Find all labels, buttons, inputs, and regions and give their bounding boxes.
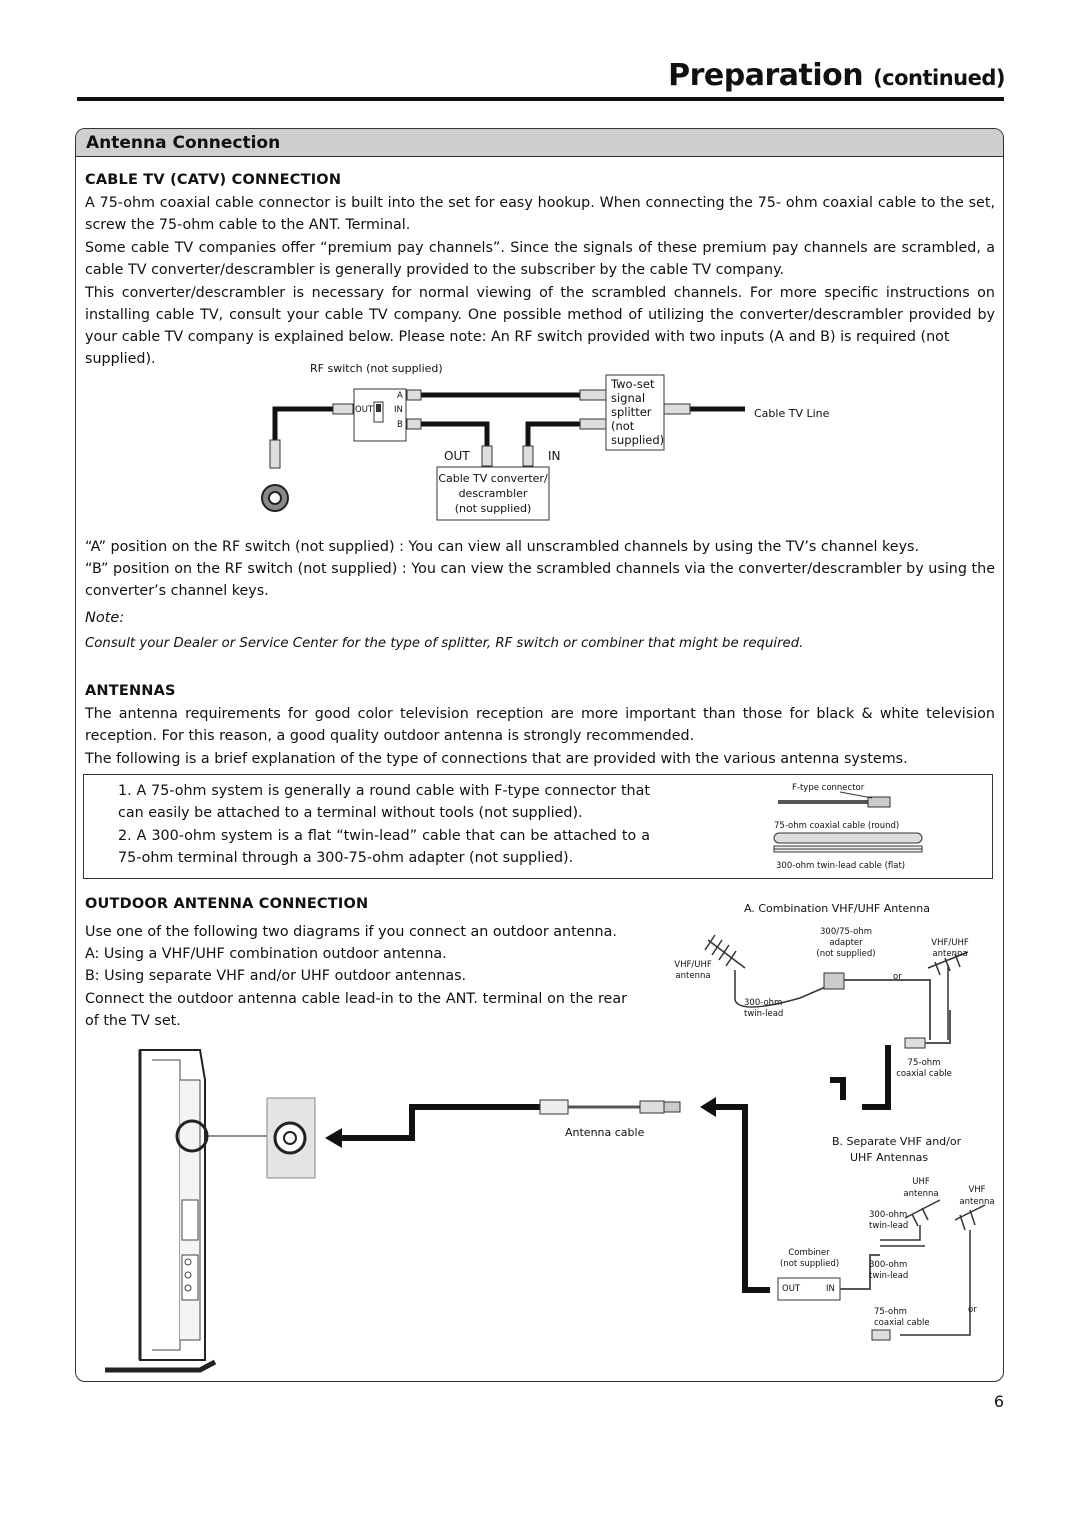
adapter-line-1: 300/75-ohm [820, 927, 872, 937]
twin-lead-line-2: twin-lead [744, 1009, 784, 1019]
splitter-line-3: splitter [611, 405, 652, 419]
vhfuhf-left-line-1: VHF/UHF [674, 960, 712, 970]
converter-line-3: (not supplied) [454, 502, 532, 515]
coax-a-line-1: 75-ohm [907, 1058, 941, 1068]
fig-a-title: A. Combination VHF/UHF Antenna [744, 902, 931, 915]
antennas-paragraph-1: The antenna requirements for good color television reception are more important than those for black & white television reception. For this reason, a good quality outdoor antenna is strongly recommended. [85, 706, 995, 744]
vhfuhf-right-line-1: VHF/UHF [931, 938, 969, 948]
vhf-label [958, 1184, 996, 1208]
outdoor-line-4: Connect the outdoor antenna cable lead-in to the ANT. terminal on the rear of the TV set. [85, 991, 627, 1029]
section-title: Antenna Connection [86, 133, 281, 153]
vhfuhf-left-line-2: antenna [675, 971, 711, 981]
twin-lead-b1-label [869, 1210, 908, 1232]
converter-line-1: Cable TV converter/ [438, 472, 548, 485]
outdoor-line-2: A: Using a VHF/UHF combination outdoor antenna. [85, 946, 447, 962]
antennas-heading: ANTENNAS [85, 683, 176, 699]
twin-b2-line-2: twin-lead [869, 1271, 909, 1281]
position-b-text: “B” position on the RF switch (not supplied) : You can view the scrambled channels via the converter/descrambler by using the converter’s channel keys. [85, 561, 995, 599]
coax-b-line-2: coaxial cable [874, 1318, 930, 1328]
position-a-text: “A” position on the RF switch (not supplied) : You can view all unscrambled channels by using the TV’s channel keys. [85, 539, 920, 555]
twin-b1-line-2: twin-lead [869, 1221, 909, 1231]
antennas-paragraph-2: The following is a brief explanation of the type of connections that are provided with the various antenna systems. [85, 751, 908, 767]
uhf-line-2: antenna [903, 1189, 939, 1199]
note-label: Note: [85, 610, 125, 626]
adapter-line-3: (not supplied) [816, 949, 876, 959]
cable-tv-line-label: Cable TV Line [754, 407, 830, 420]
twin-lead-b2-label [869, 1260, 908, 1282]
coax-b-line-1: 75-ohm [874, 1307, 907, 1317]
or-label-b: or [968, 1305, 977, 1315]
catv-paragraph-3-end: supplied). [85, 351, 156, 367]
uhf-line-1: UHF [912, 1177, 930, 1187]
twin-b2-line-1: 300-ohm [869, 1260, 908, 1270]
twin-lead-line-1: 300-ohm [744, 998, 783, 1008]
catv-paragraph-1: A 75-ohm coaxial cable connector is built into the set for easy hookup. When connecting the 75- ohm coaxial cable to the set, screw the 75-ohm cable to the ANT. Terminal. [85, 195, 995, 233]
combiner-line-1: Combiner [788, 1248, 830, 1258]
rf-out-label: OUT [355, 405, 374, 415]
adapter-line-2: adapter [829, 938, 863, 948]
splitter-line-2: signal [611, 391, 646, 405]
combiner-label [780, 1248, 838, 1270]
antenna-type-1: 1. A 75-ohm system is generally a round cable with F-type connector that can easily be attached to a terminal without tools (not supplied). [118, 783, 650, 821]
converter-out-label: OUT [444, 449, 470, 463]
rf-a-label: A [397, 391, 403, 401]
vhfuhf-right-label [924, 938, 976, 960]
twin-lead-label [744, 998, 783, 1020]
coax-label-a [896, 1058, 952, 1080]
catv-heading: CABLE TV (CATV) CONNECTION [85, 172, 342, 188]
catv-paragraph-2: Some cable TV companies offer “premium pay channels”. Since the signals of these premium pay channels are scrambled, a cable TV converter/descrambler is generally provided to the subscriber by the cable TV company. [85, 240, 995, 278]
rf-b-label: B [397, 420, 403, 430]
catv-paragraph-3: This converter/descrambler is necessary for normal viewing of the scrambled channels. For more specific instructions on installing cable TV, consult your cable TV company. One possible method of utilizing the converter/descrambler provided by your cable TV company is explained below. Please note: An RF switch provided with two inputs (A and B) is required (not [85, 285, 995, 345]
page-number: 6 [993, 1392, 1004, 1411]
antenna-cable-label: Antenna cable [565, 1126, 645, 1139]
rf-switch-label: RF switch (not supplied) [310, 362, 443, 375]
vhfuhf-left-label [668, 960, 718, 982]
vhf-line-2: antenna [959, 1197, 995, 1207]
converter-in-label: IN [548, 449, 561, 463]
outdoor-heading: OUTDOOR ANTENNA CONNECTION [85, 896, 369, 912]
coax-label-b [874, 1307, 930, 1329]
splitter-line-1: Two-set [611, 377, 655, 391]
coax-a-line-2: coaxial cable [896, 1069, 952, 1079]
combiner-line-2: (not supplied) [780, 1259, 840, 1269]
twin-b1-line-1: 300-ohm [869, 1210, 908, 1220]
outdoor-line-1: Use one of the following two diagrams if you connect an outdoor antenna. [85, 924, 617, 940]
adapter-label [806, 927, 886, 960]
vhf-line-1: VHF [968, 1185, 986, 1195]
ftype-label: F-type connector [792, 783, 865, 793]
converter-line-2: descrambler [458, 487, 528, 500]
splitter-line-4: (not [611, 419, 635, 433]
combiner-out-label: OUT [782, 1284, 801, 1294]
combiner-in-label: IN [826, 1284, 835, 1294]
or-label-a: or [893, 972, 902, 982]
header-continued: (continued) [873, 66, 1005, 90]
splitter-line-5: supplied) [611, 433, 665, 447]
round-cable-label: 75-ohm coaxial cable (round) [774, 821, 900, 831]
fig-b-title [832, 1134, 961, 1166]
vhfuhf-right-line-2: antenna [932, 949, 968, 959]
flat-cable-label: 300-ohm twin-lead cable (flat) [776, 861, 906, 871]
fig-b-title-line-1: B. Separate VHF and/or [832, 1135, 962, 1148]
uhf-label [902, 1176, 940, 1200]
fig-b-title-line-2: UHF Antennas [850, 1151, 929, 1164]
outdoor-line-3: B: Using separate VHF and/or UHF outdoor antennas. [85, 968, 467, 984]
header-main: Preparation [668, 58, 864, 93]
rf-in-label: IN [394, 405, 403, 415]
note-text: Consult your Dealer or Service Center for the type of splitter, RF switch or combiner that might be required. [85, 636, 804, 651]
antenna-type-2: 2. A 300-ohm system is a flat “twin-lead” cable that can be attached to a 75-ohm terminal through a 300-75-ohm adapter (not supplied). [118, 828, 650, 866]
